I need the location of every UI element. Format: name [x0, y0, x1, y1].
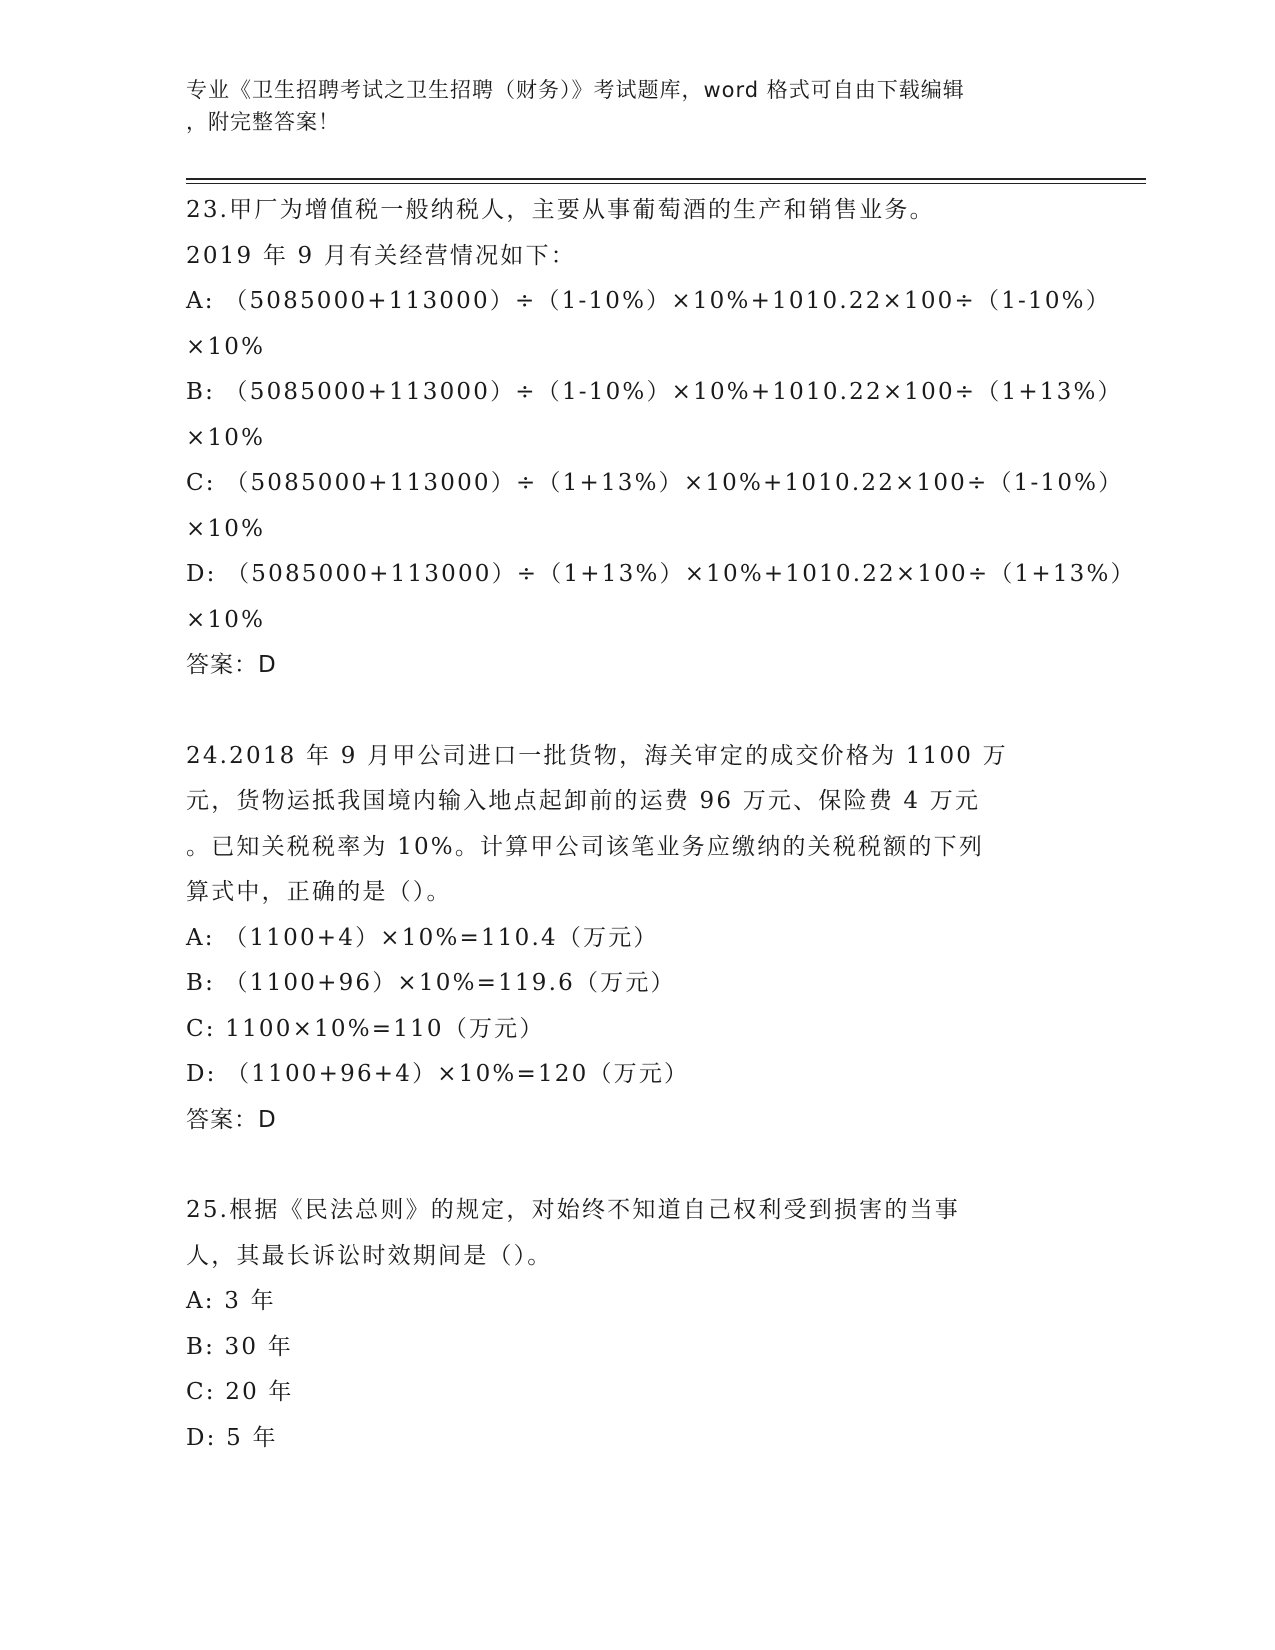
header-rule-thick	[186, 178, 1146, 180]
question-option-line: D: （5085000+113000）÷（1+13%）×10%+1010.22×100÷（1+13%）	[186, 561, 1136, 587]
question-stem-line: 24.2018 年 9 月甲公司进口一批货物，海关审定的成交价格为 1100 万	[186, 742, 1008, 769]
question-option-line: B: 30 年	[186, 1333, 293, 1360]
question-option-line: A: （1100+4）×10%=110.4（万元）	[186, 924, 659, 951]
question-option-line: A: （5085000+113000）÷（1-10%）×10%+1010.22×100÷（1-10%）	[186, 288, 1111, 314]
question-stem-line: 23.甲厂为增值税一般纳税人，主要从事葡萄酒的生产和销售业务。	[186, 197, 935, 223]
question-stem-line: 算式中，正确的是（）。	[186, 879, 452, 905]
question-block	[186, 188, 1136, 689]
question-stem-line: 元，货物运抵我国境内输入地点起卸前的运费 96 万元、保险费 4 万元	[186, 788, 981, 814]
header-line-2: ，附完整答案！	[186, 110, 340, 134]
question-option-line: ×10%	[186, 515, 266, 542]
question-option-line: D: 5 年	[186, 1424, 278, 1451]
question-option-line: B: （5085000+113000）÷（1-10%）×10%+1010.22×100÷（1+13%）	[186, 379, 1123, 405]
question-option-line: C: （5085000+113000）÷（1+13%）×10%+1010.22×100÷（1-10%）	[186, 470, 1124, 496]
question-spacer	[186, 1143, 1086, 1188]
header-rule-thin	[186, 183, 1146, 184]
question-option-line: ×10%	[186, 333, 266, 360]
header-line-1: 专业《卫生招聘考试之卫生招聘（财务）》考试题库，word 格式可自由下载编辑	[186, 78, 965, 102]
question-spacer	[186, 689, 1086, 734]
question-stem-line: 人，其最长诉讼时效期间是（）。	[186, 1242, 553, 1269]
page-header	[186, 74, 1086, 138]
answer-line: 答案：D	[186, 1106, 277, 1133]
question-block	[186, 734, 1086, 1144]
answer-line: 答案：D	[186, 652, 277, 678]
question-option-line: C: 1100×10%=110（万元）	[186, 1015, 545, 1042]
question-option-line: ×10%	[186, 606, 266, 633]
question-stem-line: 。已知关税税率为 10%。计算甲公司该笔业务应缴纳的关税税额的下列	[186, 833, 985, 860]
question-list	[186, 188, 1136, 1461]
question-option-line: ×10%	[186, 424, 266, 451]
question-option-line: D: （1100+96+4）×10%=120（万元）	[186, 1061, 690, 1087]
question-option-line: B: （1100+96）×10%=119.6（万元）	[186, 970, 676, 996]
question-option-line: A: 3 年	[186, 1288, 276, 1314]
question-stem-line: 25.根据《民法总则》的规定，对始终不知道自己权利受到损害的当事	[186, 1197, 960, 1223]
question-option-line: C: 20 年	[186, 1379, 294, 1405]
question-stem-line: 2019 年 9 月有关经营情况如下：	[186, 242, 576, 269]
question-block	[186, 1188, 1086, 1461]
